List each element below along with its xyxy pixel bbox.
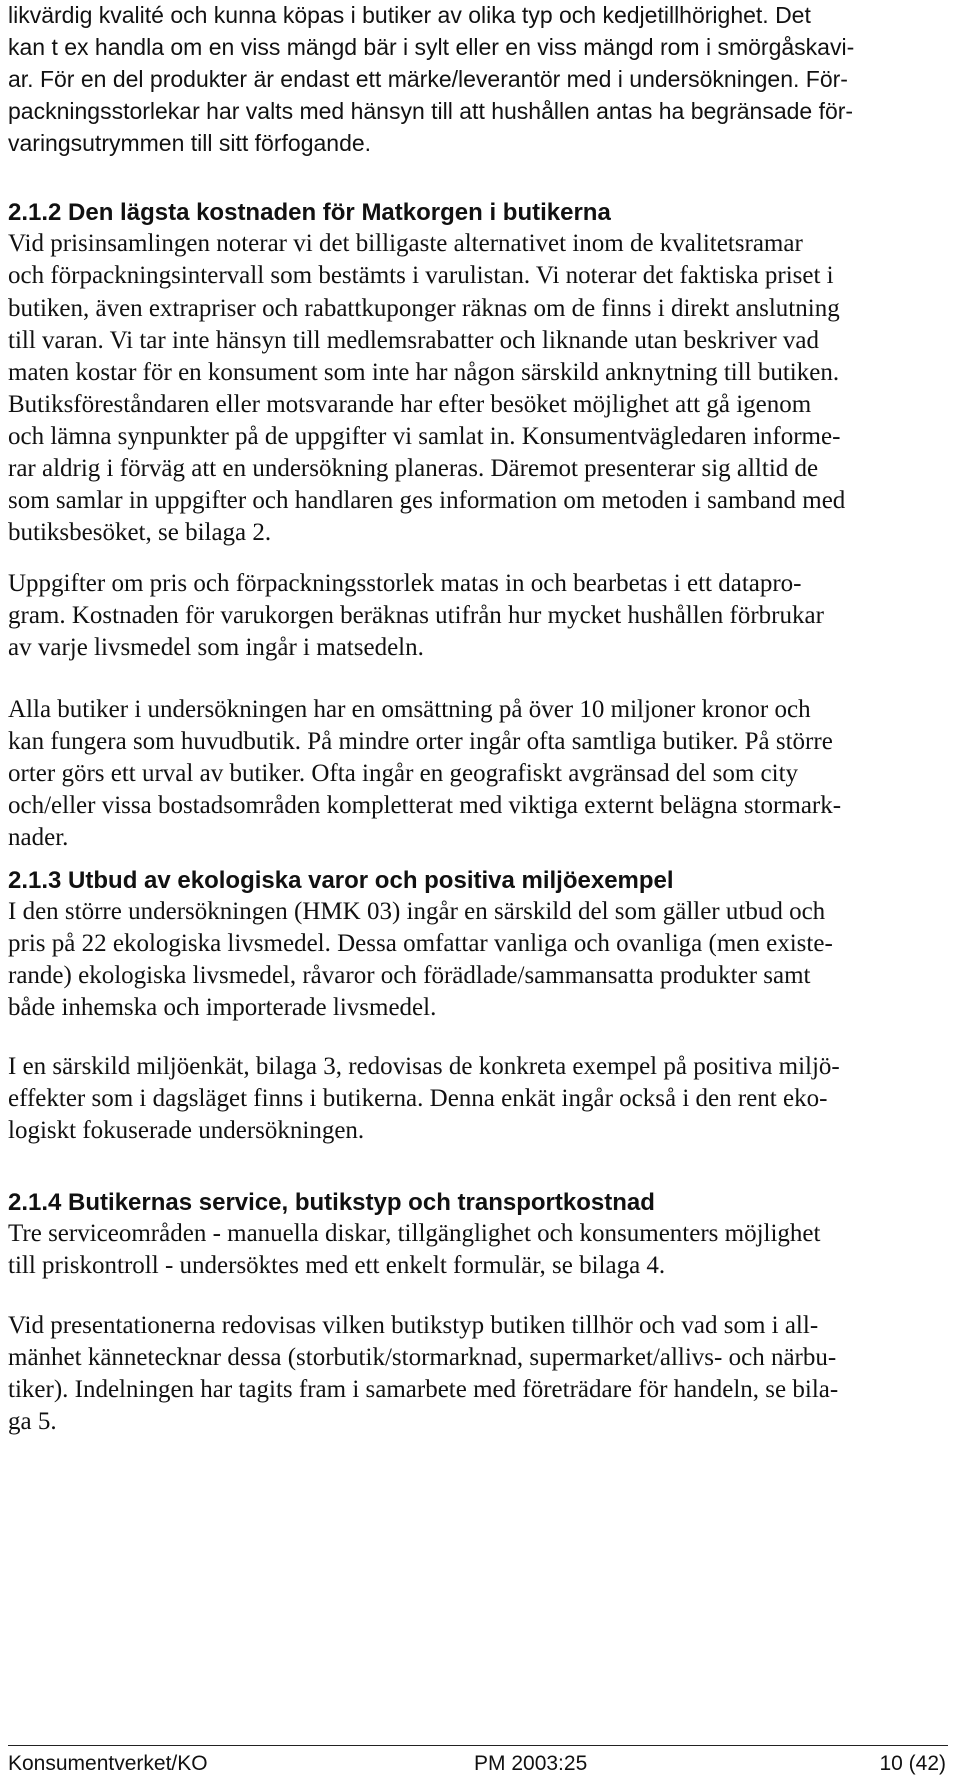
text-line: varingsutrymmen till sitt förfogande. <box>8 130 372 156</box>
text-line: maten kostar för en konsument som inte har någon särskild anknytning till butiken. <box>8 359 840 386</box>
text-line: av varje livsmedel som ingår i matsedeln. <box>8 634 424 661</box>
text-line: I en särskild miljöenkät, bilaga 3, redovisas de konkreta exempel på positiva miljö- <box>8 1053 840 1080</box>
text-line: som samlar in uppgifter och handlaren ges information om metoden i samband med <box>8 487 846 514</box>
text-line: Tre serviceområden - manuella diskar, tillgänglighet och konsumenters möjlighet <box>8 1220 821 1247</box>
footer-divider <box>8 1745 948 1746</box>
text-line: och lämna synpunkter på de uppgifter vi samlat in. Konsumentvägledaren informe- <box>8 423 841 450</box>
text-line: pris på 22 ekologiska livsmedel. Dessa omfattar vanliga och ovanliga (men existe- <box>8 930 833 957</box>
text-line: likvärdig kvalité och kunna köpas i butiker av olika typ och kedjetillhörighet. Det <box>8 2 811 28</box>
text-line: logiskt fokuserade undersökningen. <box>8 1117 365 1144</box>
text-line: Vid presentationerna redovisas vilken butikstyp butiken tillhör och vad som i all- <box>8 1312 819 1339</box>
text-line: mänhet kännetecknar dessa (storbutik/stormarknad, supermarket/allivs- och närbu- <box>8 1344 837 1371</box>
section-heading-2-1-4: 2.1.4 Butikernas service, butikstyp och transportkostnad <box>8 1189 655 1216</box>
section-heading-2-1-3: 2.1.3 Utbud av ekologiska varor och positiva miljöexempel <box>8 867 674 894</box>
footer-page-number: 10 (42) <box>879 1752 946 1775</box>
text-line: butiksbesöket, se bilaga 2. <box>8 519 272 546</box>
text-line: rande) ekologiska livsmedel, råvaror och förädlade/sammansatta produkter samt <box>8 962 811 989</box>
text-line: effekter som i dagsläget finns i butikerna. Denna enkät ingår också i den rent eko- <box>8 1085 828 1112</box>
text-line: rar aldrig i förväg att en undersökning planeras. Däremot presenterar sig alltid de <box>8 455 819 482</box>
text-line: orter görs ett urval av butiker. Ofta ingår en geografiskt avgränsad del som city <box>8 760 799 787</box>
text-line: gram. Kostnaden för varukorgen beräknas utifrån hur mycket hushållen förbrukar <box>8 602 824 629</box>
text-line: kan fungera som huvudbutik. På mindre orter ingår ofta samtliga butiker. På större <box>8 728 833 755</box>
text-line: Alla butiker i undersökningen har en omsättning på över 10 miljoner kronor och <box>8 696 811 723</box>
text-line: Vid prisinsamlingen noterar vi det billigaste alternativet inom de kvalitetsramar <box>8 230 803 257</box>
text-line: och/eller vissa bostadsområden kompletterat med viktiga externt belägna stormark- <box>8 792 842 819</box>
footer-document-id: PM 2003:25 <box>474 1752 588 1775</box>
text-line: ga 5. <box>8 1408 57 1435</box>
text-line: kan t ex handla om en viss mängd bär i sylt eller en viss mängd rom i smörgåskavi- <box>8 34 855 60</box>
text-line: till varan. Vi tar inte hänsyn till medlemsrabatter och liknande utan beskriver vad <box>8 327 819 354</box>
text-line: både inhemska och importerade livsmedel. <box>8 994 437 1021</box>
text-line: ar. För en del produkter är endast ett märke/leverantör med i undersökningen. För- <box>8 66 848 92</box>
footer-publisher: Konsumentverket/KO <box>8 1752 208 1775</box>
text-line: till priskontroll - undersöktes med ett enkelt formulär, se bilaga 4. <box>8 1252 666 1279</box>
text-line: I den större undersökningen (HMK 03) ingår en särskild del som gäller utbud och <box>8 898 826 925</box>
section-heading-2-1-2: 2.1.2 Den lägsta kostnaden för Matkorgen i butikerna <box>8 199 611 226</box>
text-line: nader. <box>8 824 69 851</box>
text-line: och förpackningsintervall som bestämts i varulistan. Vi noterar det faktiska priset i <box>8 262 834 289</box>
text-line: Uppgifter om pris och förpackningsstorlek matas in och bearbetas i ett datapro- <box>8 570 802 597</box>
text-line: packningsstorlekar har valts med hänsyn till att hushållen antas ha begränsade för- <box>8 98 854 124</box>
text-line: Butiksföreståndaren eller motsvarande har efter besöket möjlighet att gå igenom <box>8 391 812 418</box>
text-line: tiker). Indelningen har tagits fram i samarbete med företrädare för handeln, se bila- <box>8 1376 839 1403</box>
text-line: butiken, även extrapriser och rabattkuponger räknas om de finns i direkt anslutning <box>8 295 840 322</box>
